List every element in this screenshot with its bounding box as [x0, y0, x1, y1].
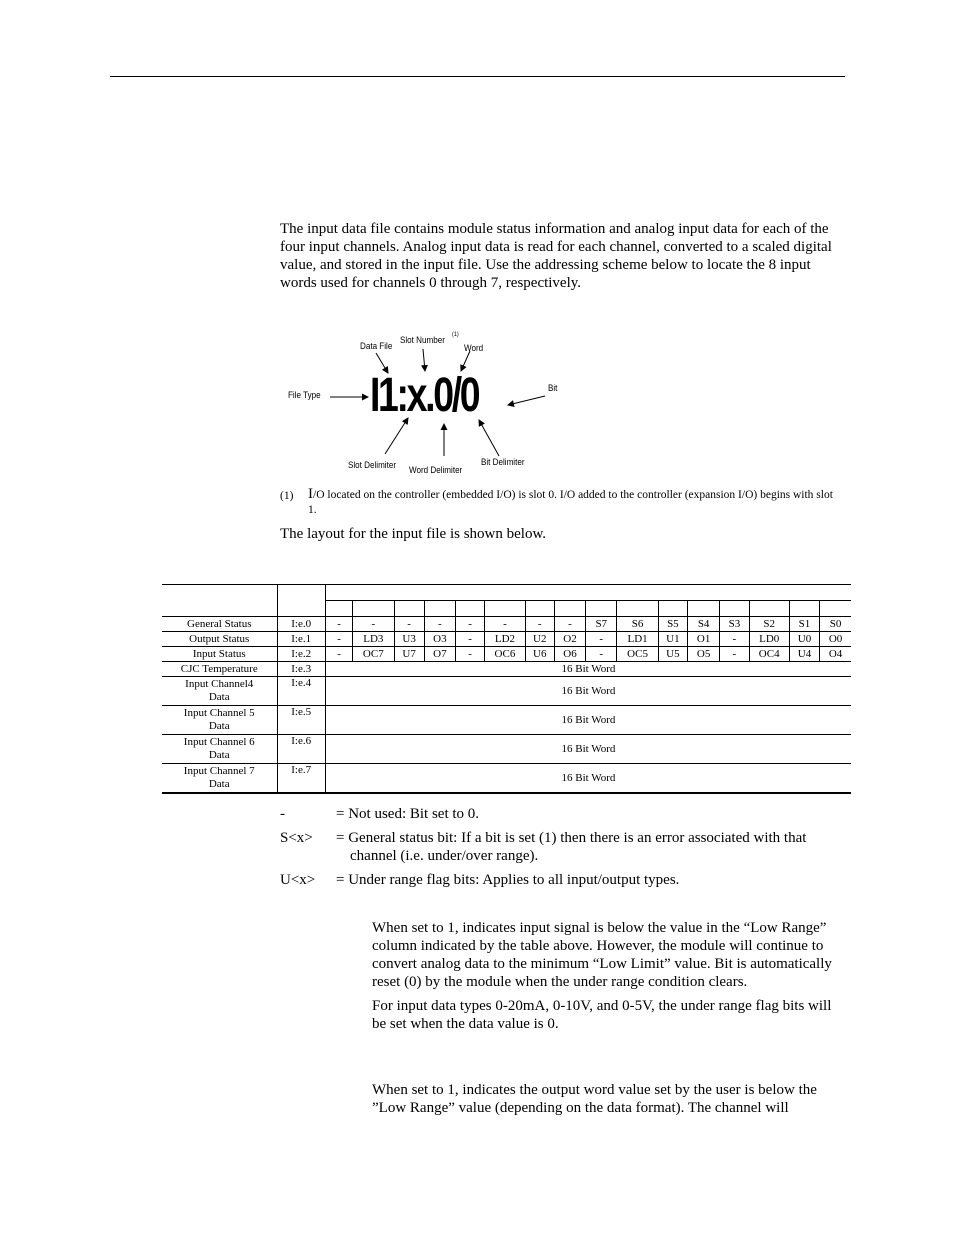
- under-range-input-para-1: When set to 1, indicates input signal is below the value in the “Low Range” column indicated by the table above. However, the module will continue to convert analog data to the minimum “Low Limit” value. Bit is automatically reset (0) by the module when the under range condition clears.: [372, 920, 832, 990]
- bit-cell: -: [554, 617, 585, 632]
- layout-sentence: [280, 525, 840, 543]
- table-row: [162, 764, 851, 794]
- file-type-label: File Type: [288, 390, 321, 401]
- header-cell: [658, 601, 687, 617]
- bit-cell: U2: [525, 632, 554, 647]
- bit-cell: O0: [820, 632, 851, 647]
- header-cell: [353, 601, 394, 617]
- row-address-cell: I:e.1: [277, 632, 325, 647]
- word-value-cell: 16 Bit Word: [325, 735, 851, 764]
- header-cell: [789, 601, 819, 617]
- data-file-label: Data File: [360, 341, 393, 352]
- bit-cell: O5: [688, 647, 720, 662]
- bit-cell: OC6: [485, 647, 525, 662]
- table-header-row: [162, 601, 851, 617]
- slot-number-note: (1): [452, 331, 459, 338]
- address-example: I1:x.0/0: [370, 369, 479, 422]
- bit-delimiter-label: Bit Delimiter: [481, 457, 525, 468]
- header-cell: [162, 601, 277, 617]
- bit-cell: S0: [820, 617, 851, 632]
- word-label: Word: [464, 343, 484, 354]
- table-row: [162, 662, 851, 677]
- bit-cell: LD2: [485, 632, 525, 647]
- bit-cell: S3: [720, 617, 749, 632]
- legend-text: = Under range flag bits: Applies to all input/output types.: [336, 872, 680, 888]
- row-address-cell: I:e.6: [277, 735, 325, 764]
- header-cell: [277, 585, 325, 601]
- slot-number-label: Slot Number: [400, 335, 445, 346]
- bit-cell: O4: [820, 647, 851, 662]
- row-name-cell: CJC Temperature: [162, 662, 277, 677]
- layout-sentence-text: The layout for the input file is shown below.: [280, 526, 547, 542]
- bit-cell: U6: [525, 647, 554, 662]
- bit-cell: O3: [424, 632, 455, 647]
- header-cell: [617, 601, 658, 617]
- under-range-output-para: When set to 1, indicates the output word value set by the user is below the ”Low Range” value (depending on the data format). The channel will: [372, 1082, 817, 1116]
- bit-cell: -: [456, 632, 485, 647]
- header-cell: [456, 601, 485, 617]
- row-name-cell: Input Channel4 Data: [162, 677, 277, 706]
- bit-cell: -: [586, 632, 617, 647]
- slot-delimiter-label: Slot Delimiter: [348, 460, 397, 471]
- header-cell: [720, 601, 749, 617]
- bit-cell: S7: [586, 617, 617, 632]
- intro-paragraph: [280, 220, 840, 292]
- bit-cell: OC5: [617, 647, 658, 662]
- header-cell: [525, 601, 554, 617]
- legend-key: U<x>: [280, 872, 316, 888]
- bit-cell: O1: [688, 632, 720, 647]
- bit-cell: LD0: [749, 632, 789, 647]
- table-row: [162, 617, 851, 632]
- bit-cell: U1: [658, 632, 687, 647]
- bit-cell: -: [456, 647, 485, 662]
- word-value-cell: 16 Bit Word: [325, 706, 851, 735]
- legend-text: = General status bit: If a bit is set (1) then there is an error associated with that channel (i.e. under/over range).: [336, 830, 807, 864]
- under-range-input-description: [372, 919, 842, 1033]
- bit-cell: -: [586, 647, 617, 662]
- legend-key: -: [280, 806, 285, 822]
- bit-cell: LD3: [353, 632, 394, 647]
- header-cell: [485, 601, 525, 617]
- legend-text: = Not used: Bit set to 0.: [336, 806, 480, 822]
- row-name-cell: Input Channel 6 Data: [162, 735, 277, 764]
- row-address-cell: I:e.5: [277, 706, 325, 735]
- word-value-cell: 16 Bit Word: [325, 764, 851, 794]
- input-file-table: [162, 584, 851, 794]
- word-value-cell: 16 Bit Word: [325, 662, 851, 677]
- addressing-diagram: [280, 316, 580, 481]
- row-name-cell: General Status: [162, 617, 277, 632]
- footnote-marker: (1): [280, 490, 294, 502]
- under-range-input-para-2: For input data types 0-20mA, 0-10V, and 0-5V, the under range flag bits will be set when the data value is 0.: [372, 998, 832, 1032]
- table-row: [162, 735, 851, 764]
- header-cell: [162, 585, 277, 601]
- under-range-output-description: [372, 1081, 842, 1117]
- header-rule: [110, 76, 845, 77]
- bit-cell: U0: [789, 632, 819, 647]
- header-cell: [820, 601, 851, 617]
- bit-cell: -: [325, 632, 352, 647]
- bit-cell: -: [456, 617, 485, 632]
- bit-cell: -: [525, 617, 554, 632]
- row-address-cell: I:e.7: [277, 764, 325, 794]
- bit-cell: U3: [394, 632, 424, 647]
- bit-cell: S6: [617, 617, 658, 632]
- word-delimiter-label: Word Delimiter: [409, 465, 463, 476]
- legend-item-status-bit: [280, 829, 840, 865]
- row-name-cell: Input Channel 5 Data: [162, 706, 277, 735]
- bit-cell: -: [325, 617, 352, 632]
- bit-label: Bit: [548, 383, 558, 394]
- header-cell: [749, 601, 789, 617]
- footnote-text: /O located on the controller (embedded I/O) is slot 0. I/O added to the controller (expansion I/O) begins with slot 1.: [308, 489, 833, 516]
- bit-cell: U4: [789, 647, 819, 662]
- word-value-cell: 16 Bit Word: [325, 677, 851, 706]
- row-address-cell: I:e.4: [277, 677, 325, 706]
- bit-cell: O7: [424, 647, 455, 662]
- table-row: [162, 647, 851, 662]
- bit-cell: -: [394, 617, 424, 632]
- row-name-cell: Input Channel 7 Data: [162, 764, 277, 794]
- bit-cell: -: [720, 632, 749, 647]
- bit-cell: S4: [688, 617, 720, 632]
- header-cell: [394, 601, 424, 617]
- table-row: [162, 632, 851, 647]
- header-cell: [554, 601, 585, 617]
- bit-cell: O6: [554, 647, 585, 662]
- bit-cell: O2: [554, 632, 585, 647]
- row-name-cell: Output Status: [162, 632, 277, 647]
- bit-cell: -: [353, 617, 394, 632]
- bit-cell: -: [325, 647, 352, 662]
- legend-key: S<x>: [280, 830, 313, 846]
- header-cell: [325, 601, 352, 617]
- intro-text: The input data file contains module status information and analog input data for each of the four input channels. Analog input data is read for each channel, converted to a scaled digital value, and stored in the input file. Use the addressing scheme below to locate the 8 input words used for channels 0 through 7, respectively.: [280, 221, 832, 291]
- table-header-row: [162, 585, 851, 601]
- header-cell: [325, 585, 851, 601]
- header-cell: [586, 601, 617, 617]
- header-cell: [277, 601, 325, 617]
- bit-cell: U7: [394, 647, 424, 662]
- bit-cell: LD1: [617, 632, 658, 647]
- row-name-cell: Input Status: [162, 647, 277, 662]
- footnote-initial: I: [308, 486, 313, 502]
- bit-cell: OC7: [353, 647, 394, 662]
- bit-cell: S1: [789, 617, 819, 632]
- bit-cell: -: [424, 617, 455, 632]
- header-cell: [424, 601, 455, 617]
- bit-cell: U5: [658, 647, 687, 662]
- bit-cell: OC4: [749, 647, 789, 662]
- bit-cell: S5: [658, 617, 687, 632]
- bit-cell: -: [485, 617, 525, 632]
- table-row: [162, 677, 851, 706]
- bit-cell: -: [720, 647, 749, 662]
- table-row: [162, 706, 851, 735]
- row-address-cell: I:e.2: [277, 647, 325, 662]
- row-address-cell: I:e.0: [277, 617, 325, 632]
- header-cell: [688, 601, 720, 617]
- bit-cell: S2: [749, 617, 789, 632]
- row-address-cell: I:e.3: [277, 662, 325, 677]
